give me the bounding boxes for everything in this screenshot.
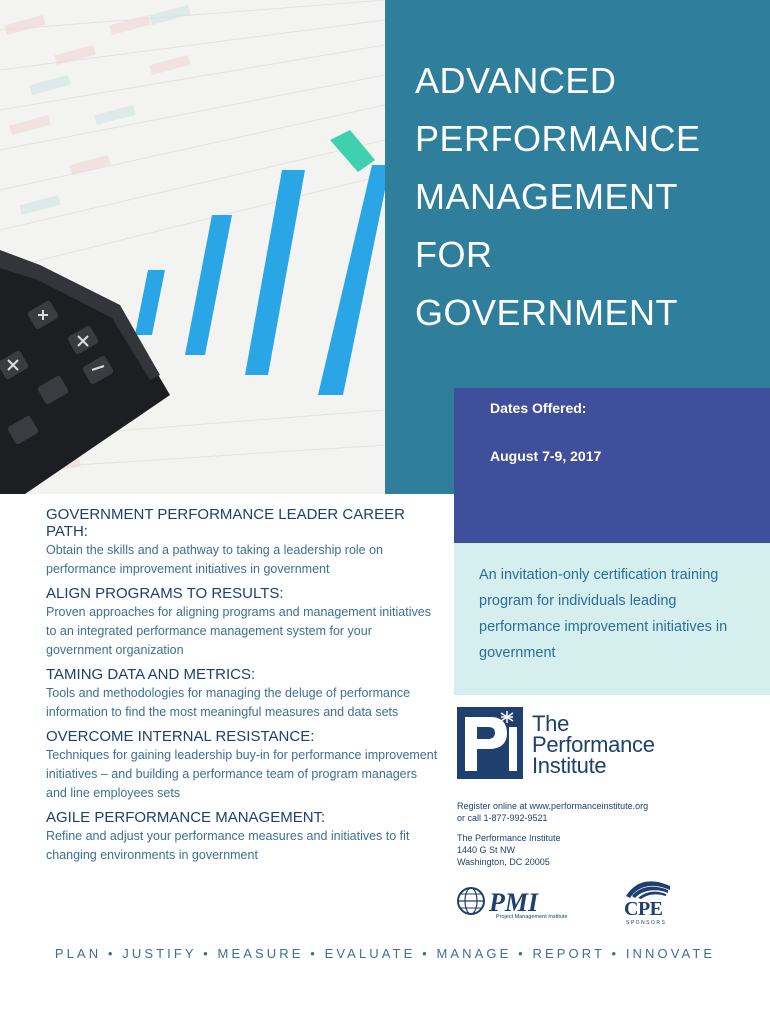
pmi-mark-text: PMI xyxy=(489,888,539,916)
title-line: ADVANCED xyxy=(415,60,617,101)
pi-logo-icon xyxy=(457,707,523,779)
dates-label: Dates Offered: xyxy=(490,400,587,416)
topic-body: Obtain the skills and a pathway to taking a leadership role on performance improvement initiatives in government xyxy=(46,543,384,576)
org-name: The Performance Institute xyxy=(457,833,561,843)
dates-value: August 7-9, 2017 xyxy=(490,448,602,464)
topic-heading: OVERCOME INTERNAL RESISTANCE: xyxy=(46,728,315,745)
title-line: PERFORMANCE xyxy=(415,118,701,159)
topics-list xyxy=(46,506,441,871)
cpe-flag-icon xyxy=(618,876,678,900)
topic-item xyxy=(46,585,441,660)
hero-illustration xyxy=(0,0,385,494)
pmi-logo xyxy=(456,886,568,924)
logo-wordmark xyxy=(532,713,655,776)
topic-body: Refine and adjust your performance measures and initiatives to fit changing environments in government xyxy=(46,829,410,862)
wordmark-line: Performance xyxy=(532,732,655,757)
wordmark-line: Institute xyxy=(532,753,607,778)
performance-institute-logo xyxy=(457,707,687,782)
cpe-mark: CPE xyxy=(624,898,663,920)
topic-item xyxy=(46,506,441,579)
dates-panel xyxy=(454,388,770,543)
city-address: Washington, DC 20005 xyxy=(457,857,550,867)
invitation-panel xyxy=(454,543,770,695)
topic-heading: GOVERNMENT PERFORMANCE LEADER CAREER PATH: xyxy=(46,506,405,540)
title-line: GOVERNMENT xyxy=(415,292,679,333)
register-line[interactable]: Register online at www.performanceinstitute.org xyxy=(457,801,649,811)
phone-line[interactable]: or call 1-877-992-9521 xyxy=(457,813,548,823)
topic-heading: AGILE PERFORMANCE MANAGEMENT: xyxy=(46,809,326,826)
topic-heading: TAMING DATA AND METRICS: xyxy=(46,666,256,683)
cpe-sub: SPONSORS xyxy=(626,920,667,926)
invitation-text: An invitation-only certification training program for individuals leading performance improvement initiatives in government xyxy=(479,567,728,661)
footer-tagline: PLAN • JUSTIFY • MEASURE • EVALUATE • MANAGE • REPORT • INNOVATE xyxy=(54,946,716,961)
street-address: 1440 G St NW xyxy=(457,845,516,855)
title-line: FOR xyxy=(415,234,493,275)
topic-item xyxy=(46,809,441,865)
pmi-logo-icon xyxy=(456,886,556,916)
cpe-sponsor-logo xyxy=(618,876,678,928)
contact-block xyxy=(457,800,757,868)
page-title xyxy=(415,52,760,342)
title-line: MANAGEMENT xyxy=(415,176,679,217)
topic-item xyxy=(46,666,441,722)
topic-body: Tools and methodologies for managing the deluge of performance information to find the most meaningful measures and data sets xyxy=(46,686,411,719)
hero-photo xyxy=(0,0,385,494)
wordmark-line: The xyxy=(532,711,570,736)
topic-body: Proven approaches for aligning programs and management initiatives to an integrated performance management system for your government organization xyxy=(46,605,431,657)
pmi-tagline: Project Management Institute xyxy=(496,914,568,920)
topic-body: Techniques for gaining leadership buy-in for performance improvement initiatives – and building a performance team of program managers and line employees sets xyxy=(46,748,438,800)
topic-heading: ALIGN PROGRAMS TO RESULTS: xyxy=(46,585,284,602)
topic-item xyxy=(46,728,441,803)
